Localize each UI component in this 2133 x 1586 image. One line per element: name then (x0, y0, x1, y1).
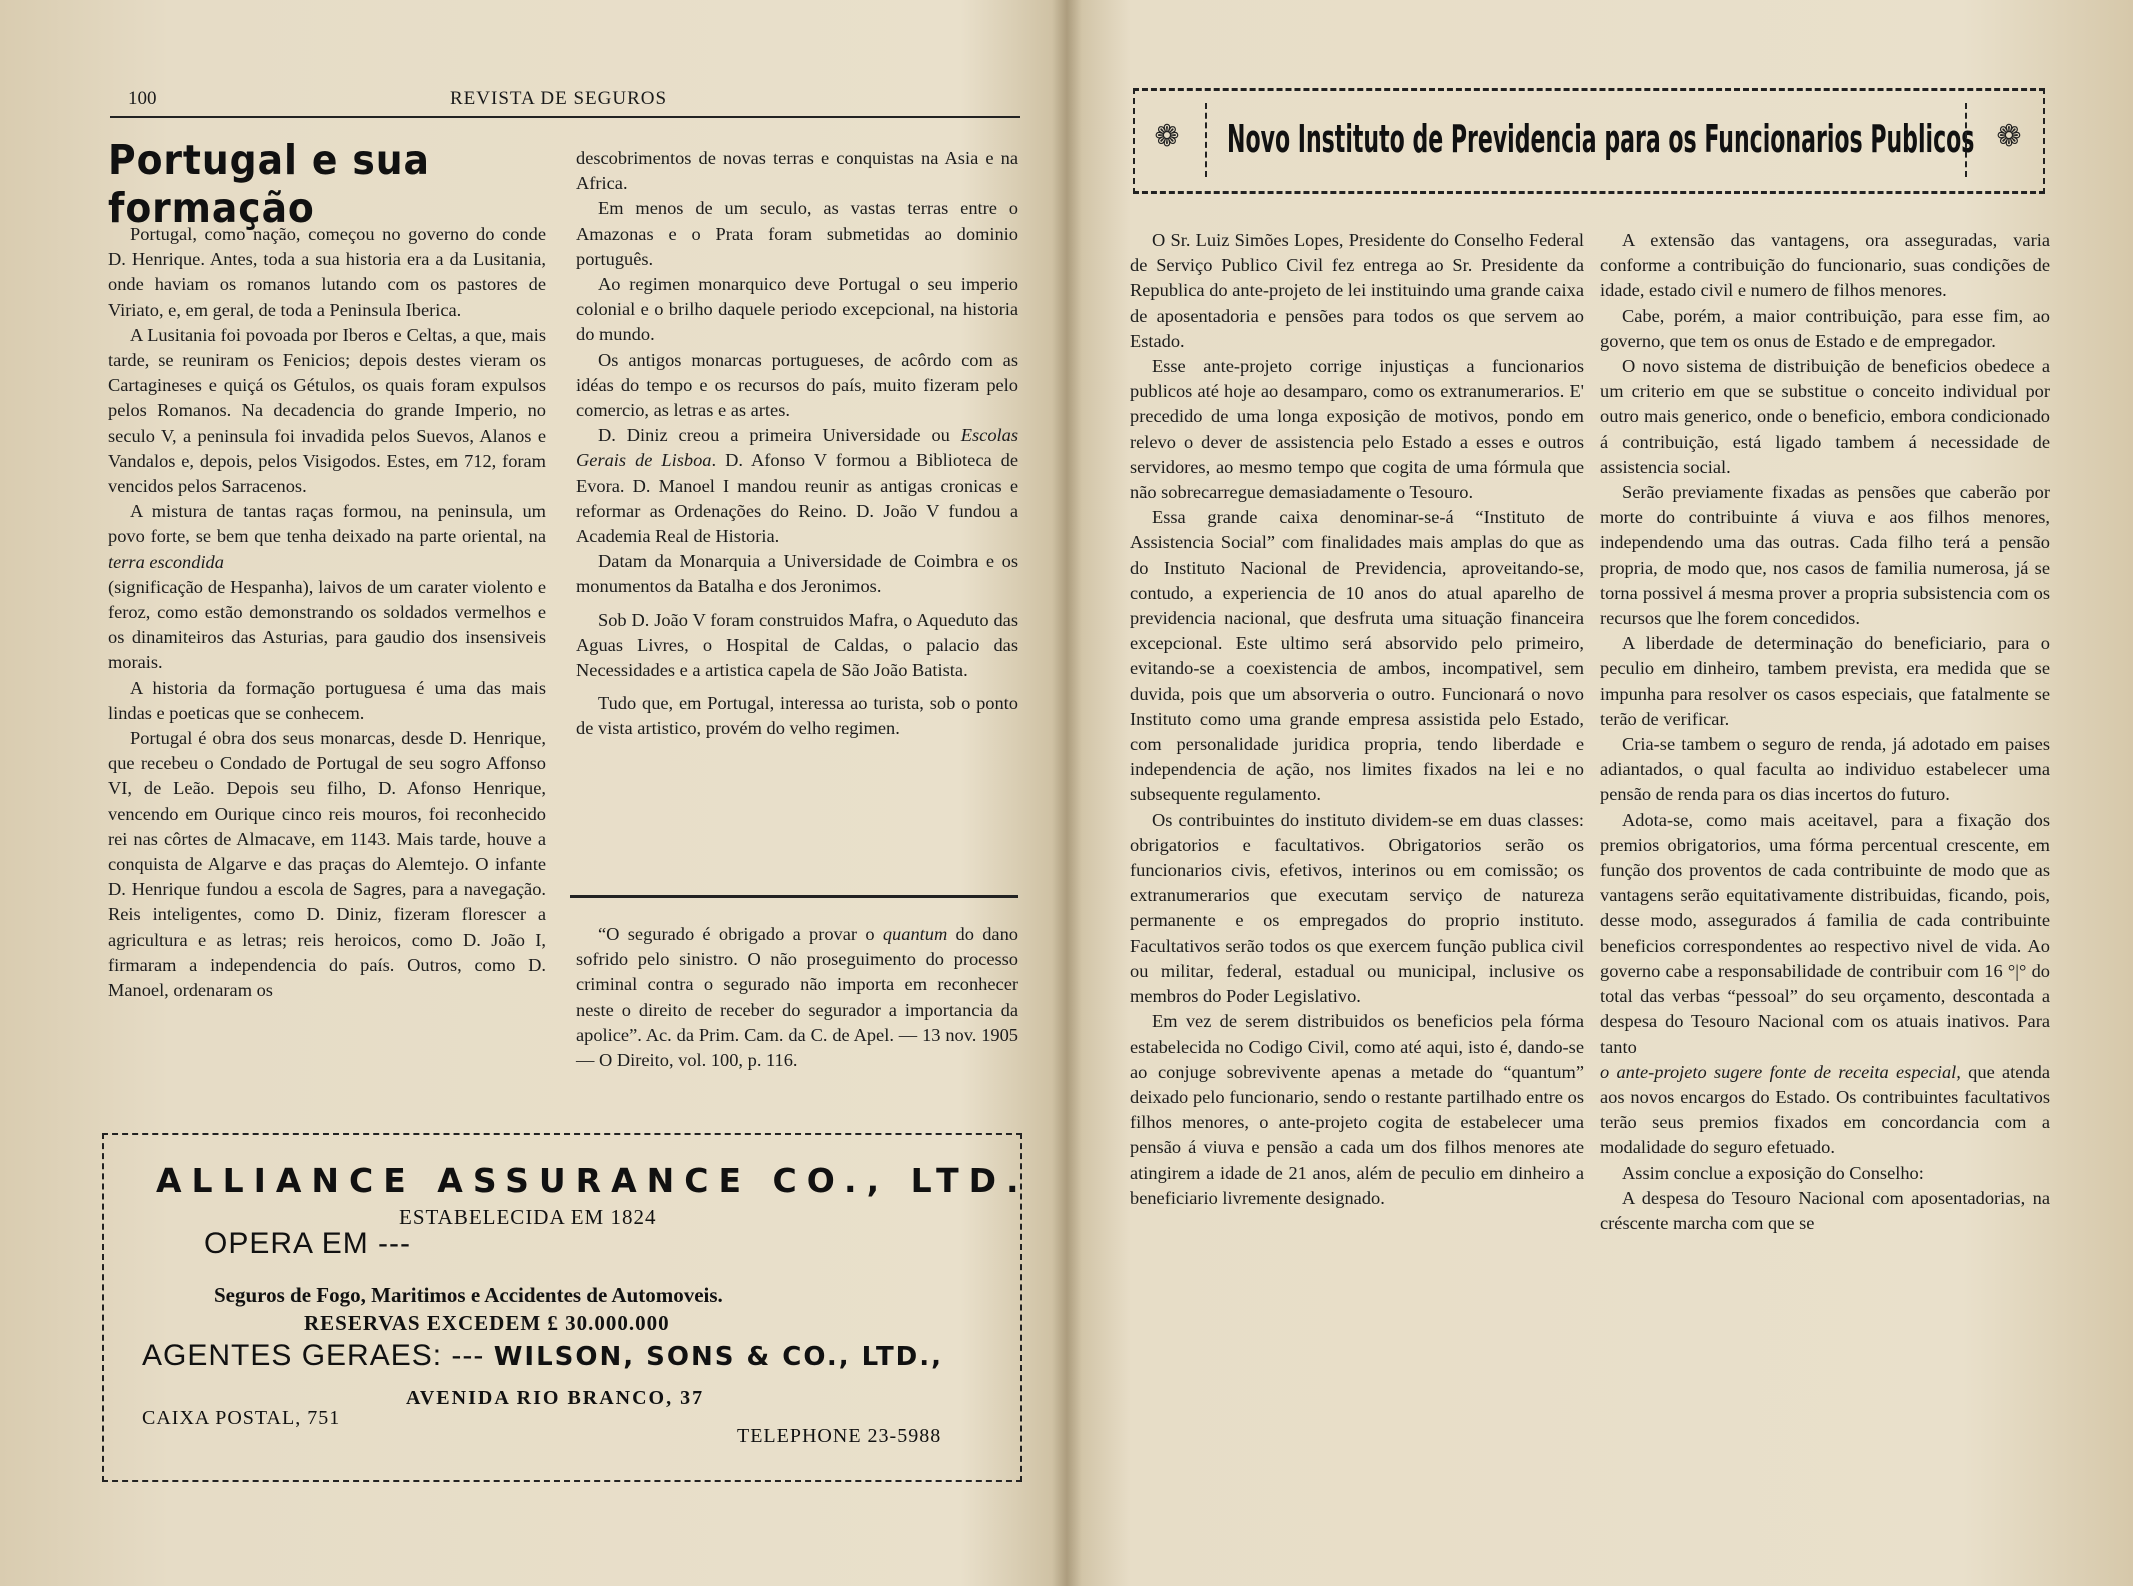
italic-phrase: o ante-projeto sugere fonte de receita especial, (1600, 1061, 1961, 1082)
paragraph: Tudo que, em Portugal, interessa ao turista, sob o ponto de vista artistico, provém do velho regimen. (576, 693, 1018, 739)
right-article-col1 (1130, 228, 1584, 1211)
ad-lines: Seguros de Fogo, Maritimos e Accidentes de Automoveis. (214, 1283, 723, 1307)
article-title-box (1133, 88, 2045, 194)
ad-po-box: CAIXA POSTAL, 751 (142, 1407, 341, 1429)
legal-quote (576, 922, 1018, 1073)
ad-agents-name: WILSON, SONS & CO., LTD., (493, 1342, 944, 1372)
paragraph: descobrimentos de novas terras e conquistas na Asia e na Africa. (576, 148, 1018, 194)
italic-phrase: Escolas Gerais de Lisboa (576, 425, 1018, 471)
paragraph: (significação de Hespanha), laivos de um carater violento e feroz, como estão demonstrando os soldados vermelhos e os dinamiteiros das Asturias, para gaudio dos insensiveis morais. (108, 576, 546, 673)
asterisk-flower-icon: ❁ (1996, 119, 2022, 154)
paragraph: Em vez de serem distribuidos os beneficios pela fórma estabelecida no Codigo Civil, como até aqui, isto é, dando-se ao conjuge sobrevivente apenas a metade do “quantum” deixado pelo funcionario, sendo o restante partilhado entre os filhos menores, o ante-projeto cogita de estabelecer uma pensão á viuva e pensão a cada um dos filhos menores ate atingirem a idade de 21 anos, além de peculio em dinheiro a beneficiario livremente designado. (1130, 1011, 1584, 1208)
paragraph: Os antigos monarcas portugueses, de acôrdo com as idéas do tempo e os recursos do país, muito fizeram pelo comercio, as letras e as artes. (576, 349, 1018, 421)
title-box-divider (1205, 103, 1207, 177)
italic-word: quantum (882, 924, 948, 944)
article-title-portugal: Portugal e sua formação (108, 136, 430, 232)
ad-opera: OPERA EM --- (204, 1227, 412, 1260)
paragraph: Ao regimen monarquico deve Portugal o seu imperio colonial e o brilho daquele periodo excepcional, na historia do mundo. (576, 274, 1018, 345)
paragraph: Portugal é obra dos seus monarcas, desde D. Henrique, que recebeu o Condado de Portugal de seu sogro Affonso VI, de Leão. Depois seu filho, D. Afonso Henrique, vencendo em Ourique cinco reis mouros, foi reconhecido rei nas côrtes de Almacave, em 1143. Mais tarde, houve a conquista de Algarve e das praças do Alemtejo. O infante D. Henrique fundou a escola de Sagres, para a navegação. Reis inteligentes, como D. Diniz, fizeram florescer a agricultura e as letras; reis heroicos, como D. João I, firmaram a independencia do país. Outros, como D. Manoel, ordenaram os (108, 728, 546, 1001)
paragraph: O Sr. Luiz Simões Lopes, Presidente do Conselho Federal de Serviço Publico Civil fez entrega ao Sr. Presidente da Republica do ante-projeto de lei instituindo uma grande caixa de aposentadoria e pensões para todos os que servem ao Estado. (1130, 230, 1584, 351)
paragraph: Cria-se tambem o seguro de renda, já adotado em paises adiantados, o qual faculta ao individuo estabelecer uma pensão de renda para os dias incertos do futuro. (1600, 734, 2050, 805)
asterisk-flower-icon: ❁ (1154, 119, 1180, 154)
page-number: 100 (128, 88, 157, 109)
paragraph: A extensão das vantagens, ora asseguradas, varia conforme a contribuição do funcionario, suas condições de idade, estado civil e numero de filhos menores. (1600, 230, 2050, 301)
right-article-col2 (1600, 228, 2050, 1236)
paragraph: A despesa do Tesouro Nacional com aposentadorias, na créscente marcha com que se (1600, 1187, 2050, 1233)
paragraph: Esse ante-projeto corrige injustiças a funcionarios publicos até hoje ao desamparo, como os extranumerarios. E' precedido de uma longa exposição de motivos, pondo em relevo o dever de assistencia pelo Estado a esses e outros servidores, ao mesmo tempo que cogita de uma fórmula que não sobrecarregue demasiadamente o Tesouro. (1130, 356, 1584, 503)
paragraph: “O segurado é obrigado a provar o quantum do dano sofrido pelo sinistro. O não proseguimento do processo criminal contra o segurado não importa em reconhecer neste o direito de receber do segurador a importancia da apolice”. Ac. da Prim. Cam. da C. de Apel. — 13 nov. 1905 — O Direito, vol. 100, p. 116. (576, 924, 1018, 1071)
ad-agents: AGENTES GERAES: --- WILSON, SONS & CO., LTD., (142, 1339, 944, 1372)
ad-address: AVENIDA RIO BRANCO, 37 (406, 1387, 705, 1409)
running-head (110, 88, 1020, 118)
left-article-col1 (108, 222, 546, 1003)
paragraph: Sob D. João V foram construidos Mafra, o Aqueduto das Aguas Livres, o Hospital de Caldas, o palacio das Necessidades e a artistica capela de São João Batista. (576, 609, 1018, 681)
paragraph: Essa grande caixa denominar-se-á “Instituto de Assistencia Social” com finalidades mais amplas do que as do Instituto Nacional de Previdencia, aproveitando-se, contudo, a experiencia de 10 anos do atual aparelho de previdencia nacional, que desfruta uma situação financeira excepcional. Este ultimo será absorvido pelo primeiro, evitando-se a coexistencia de ambos, incompativel, sem duvida, pois que um absorveria o outro. Funcionará o novo Instituto como uma grande empresa assistida pelo Estado, com personalidade juridica propria, tendo liberdade e independencia de ação, nos limites fixados na lei e no subsequente regulamento. (1130, 507, 1584, 805)
title-box-divider (1965, 103, 1967, 177)
paragraph: Os contribuintes do instituto dividem-se em duas classes: obrigatorios e facultativos. Obrigatorios serão os funcionarios civis, efetivos, interinos ou em comissão; os extranumerarios que executam serviço de natureza permanente e os empregados do proprio instituto. Facultativos serão todos os que exercem função publica civil ou militar, federal, estadual ou municipal, inclusive os membros do Poder Legislativo. (1130, 809, 1584, 1007)
paragraph: A mistura de tantas raças formou, na peninsula, um povo forte, se bem que tenha deixado na parte oriental, na terra escondida (108, 501, 546, 572)
paragraph: Em menos de um seculo, as vastas terras entre o Amazonas e o Prata foram submetidas ao dominio português. (576, 198, 1018, 269)
ad-established: ESTABELECIDA EM 1824 (399, 1205, 657, 1229)
paragraph: Adota-se, como mais aceitavel, para a fixação dos premios obrigatorios, uma fórma percentual crescente, em função dos proventos de cada contribuinte de modo que as vantagens serão equitativamente distribuidas, ficando, pois, desse modo, assegurados á familia de cada contribuinte beneficios correspondentes ao respectivo nivel de vida. Ao governo cabe a responsabilidade de contribuir com 16 °|° do total das verbas “pessoal” do seu orçamento, descontada a despesa do Tesouro Nacional com os atuais inativos. Para tanto (1600, 809, 2050, 1057)
paragraph: A historia da formação portuguesa é uma das mais lindas e poeticas que se conhecem. (108, 677, 546, 723)
ad-reserves: RESERVAS EXCEDEM £ 30.000.000 (304, 1311, 670, 1335)
journal-title: REVISTA DE SEGUROS (450, 88, 668, 109)
paragraph: A liberdade de determinação do beneficiario, para o peculio em dinheiro, tambem prevista, era medida que se impunha para resolver os casos especiais, que fatalmente se terão de verificar. (1600, 633, 2050, 729)
italic-phrase: terra escondida (108, 551, 224, 572)
advertisement-box (102, 1133, 1029, 1482)
ad-company-name: ALLIANCE ASSURANCE CO., LTD. (156, 1161, 1029, 1200)
article-title-instituto: Novo Instituto de Previdencia para os Funcionarios Publicos (1227, 117, 1975, 161)
paragraph: Assim conclue a exposição do Conselho: (1622, 1162, 1924, 1183)
paragraph: Portugal, como nação, começou no governo do conde D. Henrique. Antes, toda a sua historia era a da Lusitania, onde haviam os romanos lutando com os pastores de Viriato, e, em geral, de toda a Peninsula Iberica. (108, 224, 546, 320)
left-page (0, 0, 1066, 1586)
paragraph: Datam da Monarquia a Universidade de Coimbra e os monumentos da Batalha e dos Jeronimos. (576, 551, 1018, 597)
paragraph: Serão previamente fixadas as pensões que caberão por morte do contribuinte á viuva e aos filhos menores, independendo uma das outras. Cada filho terá a pensão propria, de modo que, nos casos de familia numerosa, já se torna possivel á mesma prover a propria subsistencia com os recursos que lhe forem concedidos. (1600, 482, 2050, 629)
paragraph: Cabe, porém, a maior contribuição, para esse fim, ao governo, que tem os onus de Estado e de empregador. (1600, 305, 2050, 351)
paragraph: D. Diniz creou a primeira Universidade ou Escolas Gerais de Lisboa. D. Afonso V formou a Biblioteca de Evora. D. Manoel I mandou reunir as antigas cronicas e reformar as Ordenações do Reino. D. João V fundou a Academia Real de Historia. (576, 425, 1018, 547)
left-article-col2 (576, 146, 1018, 742)
ad-phone: TELEPHONE 23-5988 (737, 1425, 942, 1447)
section-divider (570, 895, 1018, 898)
paragraph: O novo sistema de distribuição de beneficios obedece a um criterio em que se substitue o conceito individual por outro mais generico, onde o beneficio, embora condicionado á contribuição, está ligado tambem á necessidade de assistencia social. (1600, 356, 2050, 477)
paragraph: o ante-projeto sugere fonte de receita especial, que atenda aos novos encargos do Estado. Os contribuintes facultativos terão seus premios fixados em concordancia com a modalidade do seguro efetuado. (1600, 1061, 2051, 1158)
paragraph: A Lusitania foi povoada por Iberos e Celtas, a que, mais tarde, se reuniram os Fenicios; depois destes vieram os Cartagineses e quiçá os Gétulos, os quais foram expulsos pelos Romanos. Na decadencia do grande Imperio, no seculo V, a peninsula foi invadida pelos Suevos, Alanos e Vandalos e, depois, pelos Visigodos. Estes, em 712, foram vencidos pelos Sarracenos. (108, 324, 546, 497)
